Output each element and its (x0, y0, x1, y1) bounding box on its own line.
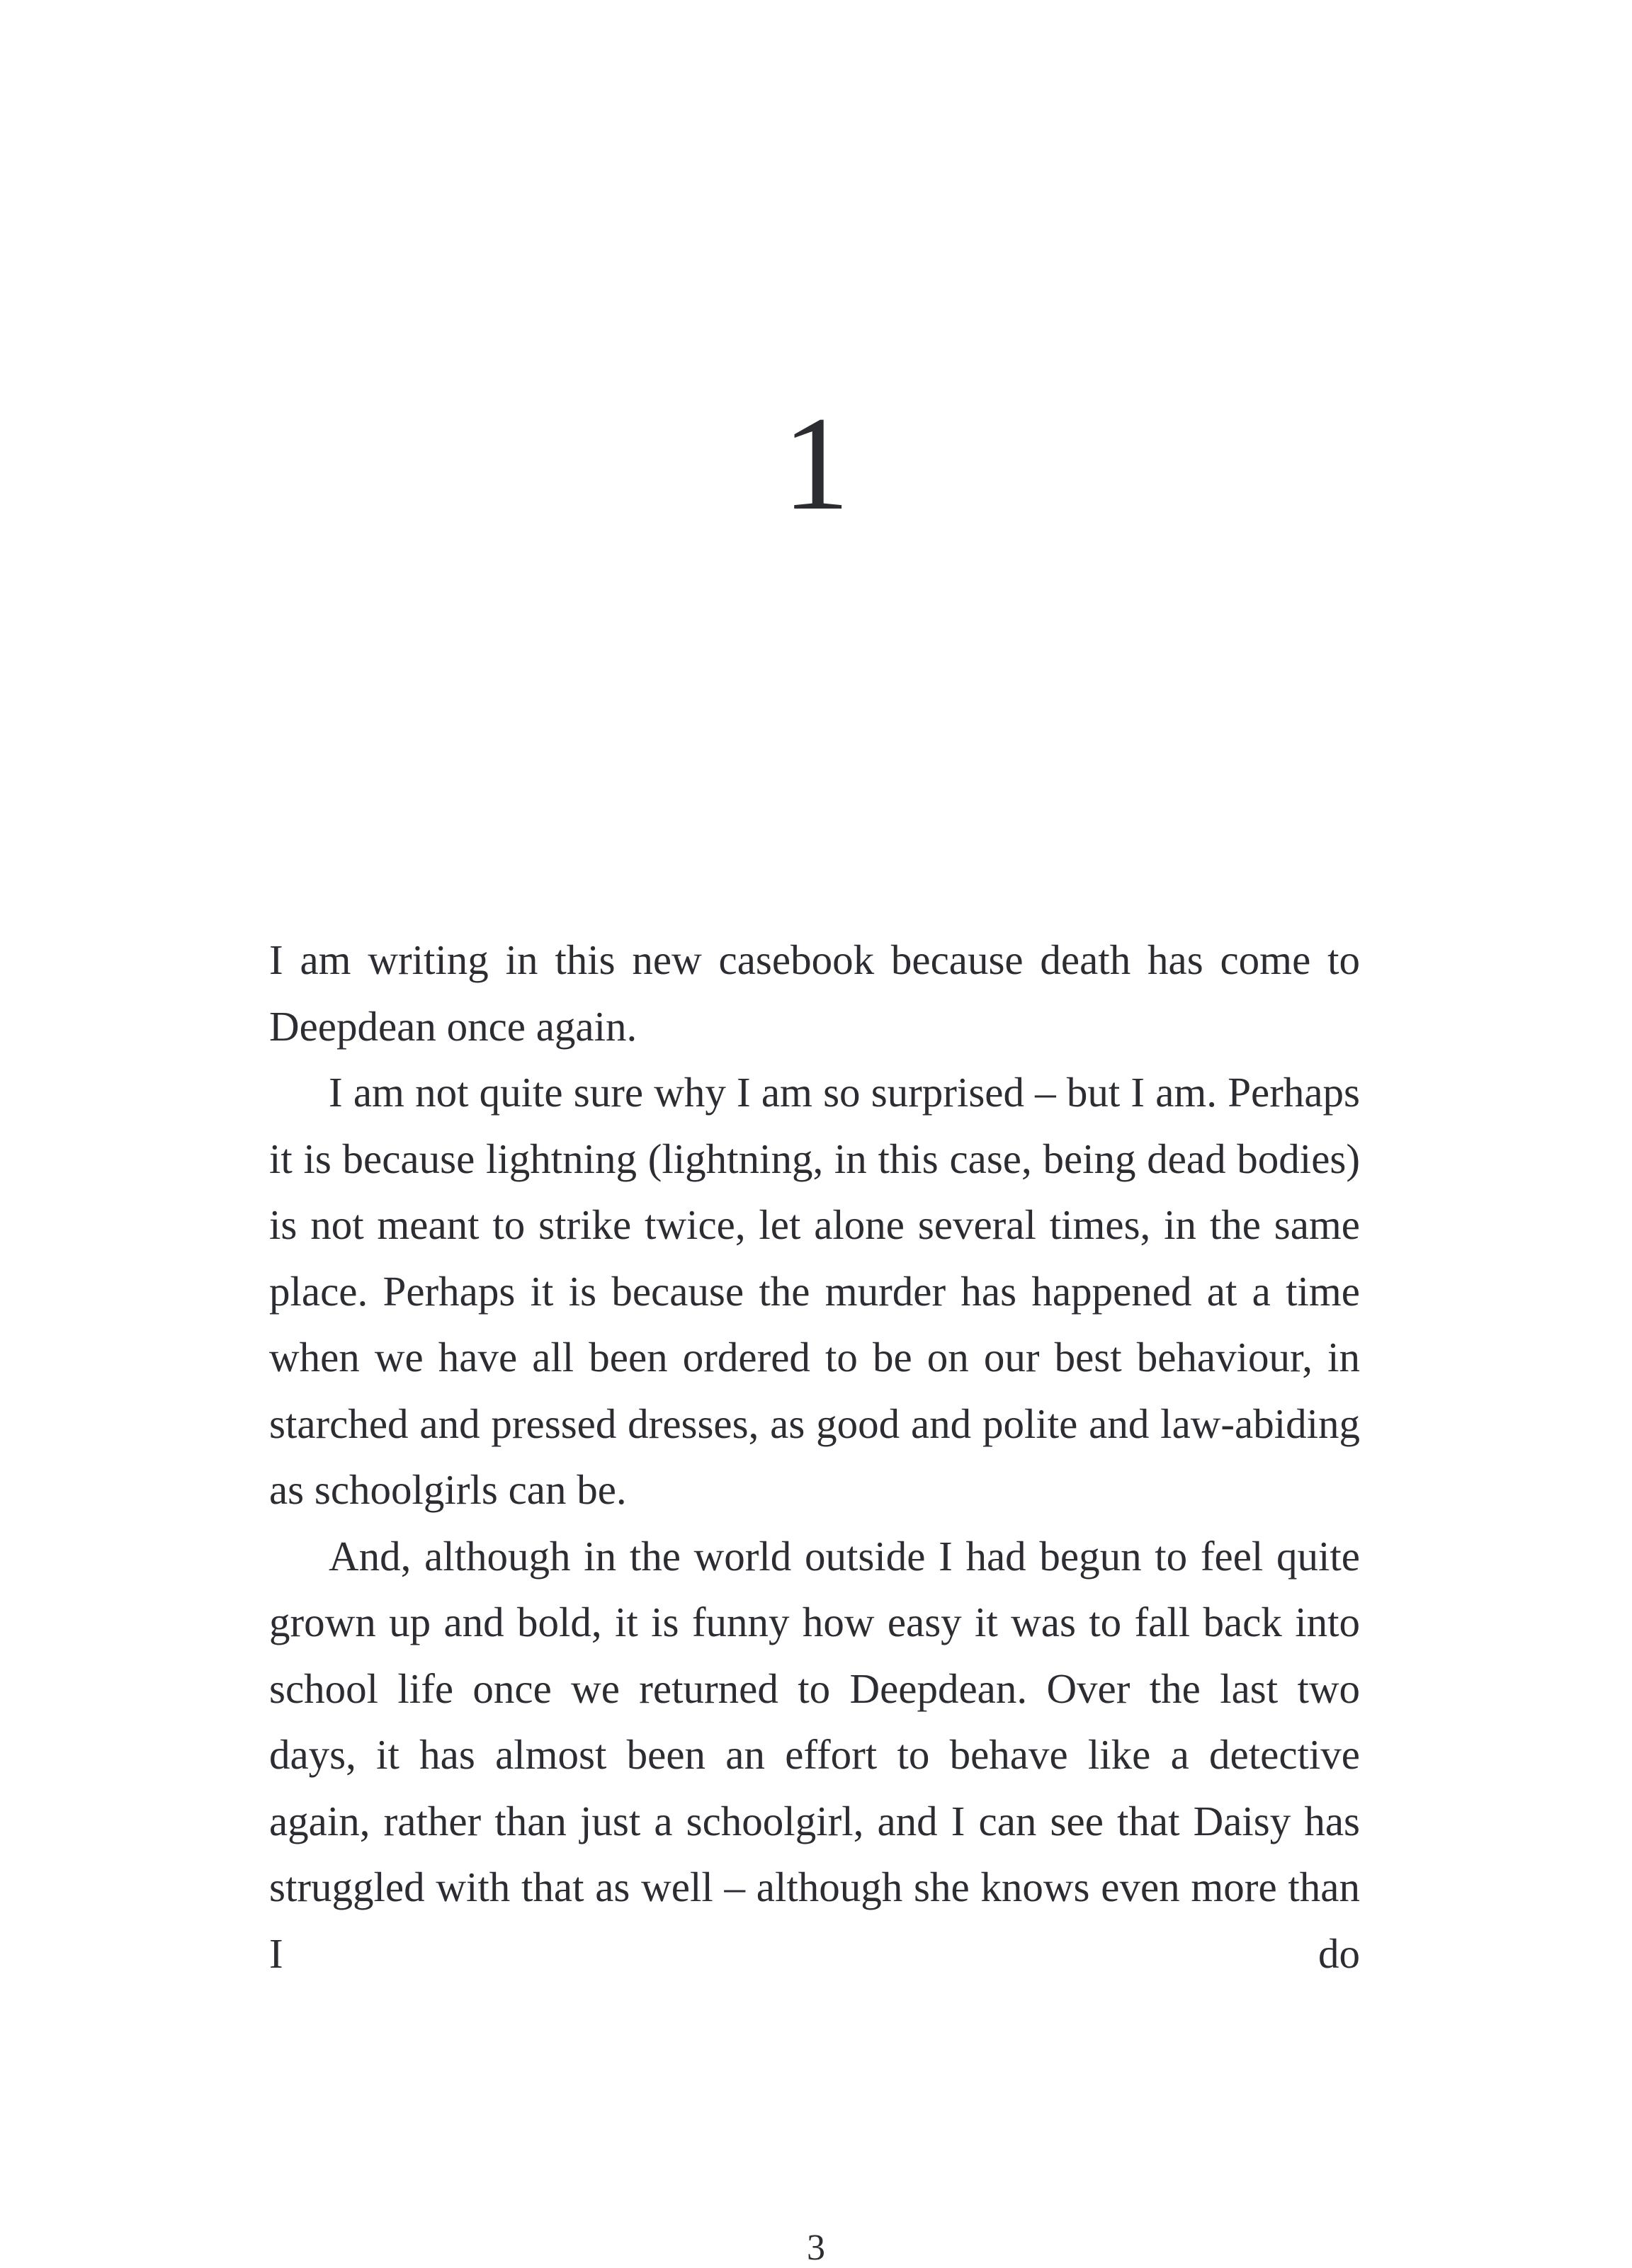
chapter-number: 1 (782, 390, 850, 538)
paragraph-3: And, although in the world outside I had begun to feel quite grown up and bold, it is funny how easy it was to fall back into school life once we returned to Deepdean. Over the last two days, it has almost been an effort to behave like a detective again, rather than just a schoolgirl, and I can see that Daisy has struggled with that as well – although she knows even more than I do (269, 1532, 1360, 1977)
paragraph-2: I am not quite sure why I am so surprised – but I am. Perhaps it is because lightning (lightning, in this case, being dead bodies) is not meant to strike twice, let alone several times, in the same place. Perhaps it is because the murder has happened at a time when we have all been ordered to be on our best behaviour, in starched and pressed dresses, as good and polite and law-abiding as schoolgirls can be. (269, 1069, 1360, 1513)
chapter-body (269, 927, 1360, 1987)
paragraph-1: I am writing in this new casebook because death has come to Deepdean once again. (269, 936, 1360, 1050)
page-number: 3 (807, 2228, 825, 2268)
